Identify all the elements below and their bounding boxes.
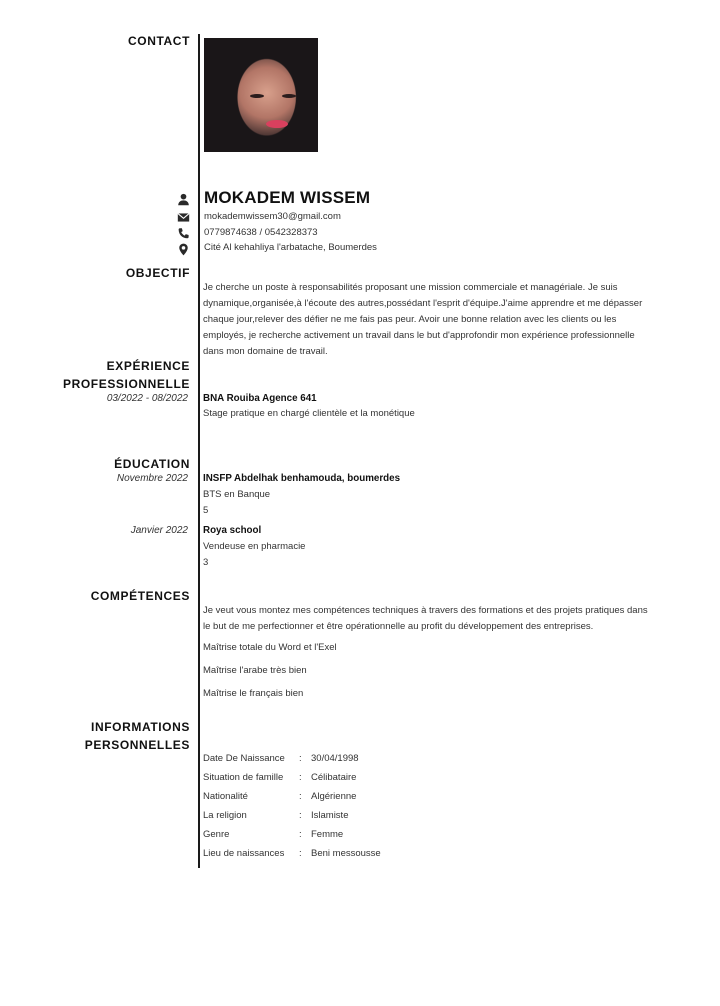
education-diploma: Vendeuse en pharmacie bbox=[203, 541, 306, 552]
info-key: Date De Naissance bbox=[203, 753, 285, 764]
vertical-divider bbox=[198, 34, 200, 868]
info-key: Situation de famille bbox=[203, 772, 284, 783]
education-school: INSFP Abdelhak benhamouda, boumerdes bbox=[203, 473, 401, 484]
info-key: Lieu de naissances bbox=[203, 848, 285, 859]
experience-date: 03/2022 - 08/2022 bbox=[106, 393, 188, 404]
education-diploma: BTS en Banque bbox=[203, 489, 271, 500]
skill-item: Maîtrise le français bien bbox=[203, 688, 304, 699]
section-title-skills: COMPÉTENCES bbox=[90, 589, 190, 603]
skills-intro-line: le but de me perfectionner et être opérationnelle au profit du développement des entreprises. bbox=[203, 621, 594, 632]
info-separator: : bbox=[299, 829, 302, 840]
info-value: Beni messousse bbox=[311, 848, 381, 859]
objective-line: dynamique,organisée,à l'écoute des autres,possédant l'esprit d'équipe.J'aime apprendre et me dépasser bbox=[203, 298, 643, 309]
profile-name: MOKADEM WISSEM bbox=[204, 188, 371, 207]
info-separator: : bbox=[299, 772, 302, 783]
phone-text: 0779874638 / 0542328373 bbox=[204, 227, 318, 238]
objective-line: chaque jour,relever des défier ne me fais pas peur. Avoir une bonne relation avec les clients ou les bbox=[203, 314, 617, 325]
section-title-contact: CONTACT bbox=[128, 34, 190, 48]
skill-item: Maîtrise l'arabe très bien bbox=[203, 665, 307, 676]
skills-intro-line: Je veut vous montez mes compétences techniques à travers des formations et des projets pratiques dans bbox=[203, 605, 648, 616]
skill-item: Maîtrise totale du Word et l'Exel bbox=[203, 642, 337, 653]
info-value: Islamiste bbox=[311, 810, 349, 821]
info-key: La religion bbox=[203, 810, 247, 821]
info-value: Célibataire bbox=[311, 772, 357, 783]
phone-icon bbox=[176, 226, 190, 240]
education-school: Roya school bbox=[203, 525, 262, 536]
education-date: Janvier 2022 bbox=[130, 525, 188, 536]
info-key: Nationalité bbox=[203, 791, 248, 802]
info-separator: : bbox=[299, 753, 302, 764]
section-title-experience-2: PROFESSIONNELLE bbox=[62, 377, 190, 391]
person-icon bbox=[176, 192, 190, 206]
info-value: Algérienne bbox=[311, 791, 357, 802]
section-title-objective: OBJECTIF bbox=[125, 266, 190, 280]
objective-text bbox=[203, 280, 642, 360]
info-separator: : bbox=[299, 810, 302, 821]
location-icon bbox=[176, 242, 190, 256]
info-key: Genre bbox=[203, 829, 230, 840]
section-title-personal: INFORMATIONS bbox=[91, 720, 190, 734]
section-title-personal-2: PERSONNELLES bbox=[84, 738, 190, 752]
info-separator: : bbox=[299, 848, 302, 859]
objective-line: employés, je recherche activement un travail dans le but d'approfondir mon expérience professionnelle bbox=[203, 330, 635, 341]
education-date: Novembre 2022 bbox=[116, 473, 188, 484]
experience-title: BNA Rouiba Agence 641 bbox=[203, 393, 317, 404]
education-level: 5 bbox=[203, 505, 209, 516]
section-title-education: ÉDUCATION bbox=[114, 457, 190, 471]
mail-icon bbox=[176, 210, 190, 224]
section-title-experience: EXPÉRIENCE bbox=[106, 359, 190, 373]
profile-photo bbox=[204, 38, 318, 152]
email-text: mokademwissem30@gmail.com bbox=[204, 211, 341, 222]
education-level: 3 bbox=[203, 557, 209, 568]
objective-line: dans mon domaine de travail. bbox=[203, 346, 328, 357]
address-text: Cité Al kehahliya l'arbatache, Boumerdes bbox=[204, 242, 377, 253]
info-separator: : bbox=[299, 791, 302, 802]
experience-description: Stage pratique en chargé clientèle et la monétique bbox=[203, 408, 415, 419]
info-value: 30/04/1998 bbox=[311, 753, 359, 764]
objective-line: Je cherche un poste à responsabilités proposant une mission commerciale et managériale. Je suis bbox=[203, 282, 618, 293]
skills-intro bbox=[203, 603, 648, 635]
info-value: Femme bbox=[311, 829, 344, 840]
